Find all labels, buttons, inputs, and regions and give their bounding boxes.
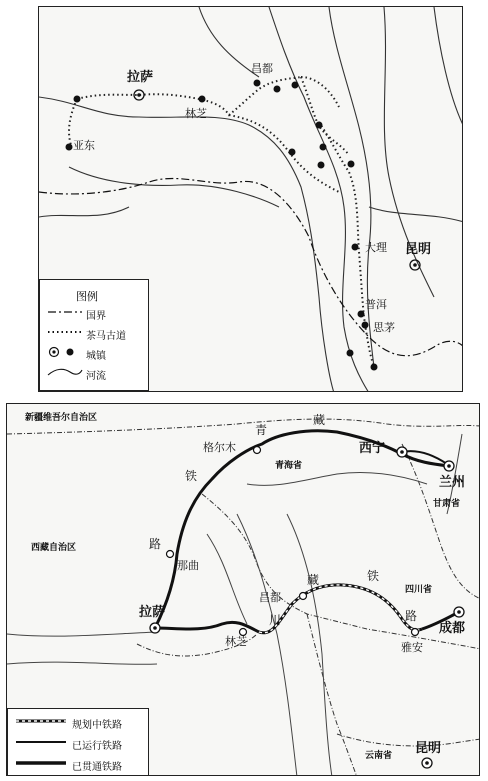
qingzang-label-char-1: 青	[255, 423, 268, 437]
city-dali-label: 大理	[365, 241, 387, 254]
tea-horse-road-map	[38, 6, 463, 392]
border-line-icon	[46, 306, 84, 318]
planned-railway-icon	[14, 715, 68, 727]
railway-map	[6, 403, 480, 776]
region-sichuan-label: 四川省	[405, 585, 433, 595]
city-kunming-label: 昆明	[405, 242, 432, 257]
map2-legend	[7, 708, 149, 776]
legend-label-completed-railway: 已贯通铁路	[72, 762, 122, 773]
chuanzang-railway-planned-base	[259, 585, 422, 633]
operating-railway-icon	[14, 736, 68, 748]
chuanzang-label-char-1: 川	[269, 613, 282, 627]
legend-label-town: 城镇	[86, 351, 106, 362]
city-nagqu-label: 那曲	[177, 559, 199, 572]
city-lhasa-label: 拉萨	[127, 70, 154, 85]
chuanzang-label-char-2: 藏	[307, 573, 320, 587]
legend-label-operating-railway: 已运行铁路	[72, 741, 122, 752]
legend-item-operating-railway	[8, 734, 148, 752]
city-lanzhou-label: 兰州	[439, 475, 466, 490]
legend-label-tea-horse-road: 茶马古道	[86, 331, 126, 342]
town-markers-icon	[46, 346, 84, 358]
city-lhasa2-label: 拉萨	[139, 605, 166, 620]
legend-title: 图例	[76, 290, 98, 303]
region-tibet-label: 西藏自治区	[31, 543, 77, 553]
city-nyingchi2-label: 林芝	[225, 635, 247, 648]
map2-city-markers	[150, 447, 464, 769]
legend-label-planned-railway: 规划中铁路	[72, 720, 122, 731]
chuanzang-label-char-4: 路	[405, 609, 418, 623]
legend-item-river	[40, 364, 148, 382]
city-nyingchi-label: 林芝	[185, 107, 207, 120]
city-yaan-label: 雅安	[401, 641, 423, 654]
legend-item-border	[40, 304, 148, 322]
legend-label-border: 国界	[86, 311, 106, 322]
completed-railway-icon	[14, 757, 68, 769]
city-qamdo-label: 昌都	[251, 62, 273, 75]
legend-item-town	[40, 344, 148, 362]
city-puer-label: 普洱	[365, 298, 387, 311]
legend-item-planned-railway	[8, 713, 148, 731]
map1-legend	[39, 279, 149, 391]
city-golmud-label: 格尔木	[203, 441, 236, 454]
city-qamdo2-label: 昌都	[259, 591, 281, 604]
city-simao-label: 思茅	[373, 321, 395, 334]
qingzang-label-char-4: 路	[149, 537, 162, 551]
region-qinghai-label: 青海省	[275, 461, 303, 471]
dotted-route-icon	[46, 326, 84, 338]
region-yunnan-label: 云南省	[365, 751, 393, 761]
river-line-icon	[46, 366, 84, 378]
city-xining-label: 西宁	[359, 441, 386, 456]
city-yadong-label: 亚东	[73, 139, 95, 152]
legend-label-river: 河流	[86, 371, 106, 382]
region-gansu-label: 甘肃省	[433, 499, 461, 509]
city-kunming2-label: 昆明	[415, 741, 442, 756]
region-xinjiang-label: 新疆维吾尔自治区	[25, 413, 98, 423]
city-chengdu-label: 成都	[439, 621, 466, 636]
legend-item-completed-railway	[8, 755, 148, 773]
qingzang-label-char-3: 铁	[185, 469, 198, 483]
legend-item-tea-horse-road	[40, 324, 148, 342]
chuanzang-railway-planned	[259, 585, 422, 633]
qingzang-label-char-2: 藏	[313, 413, 326, 427]
chuanzang-label-char-3: 铁	[367, 569, 380, 583]
